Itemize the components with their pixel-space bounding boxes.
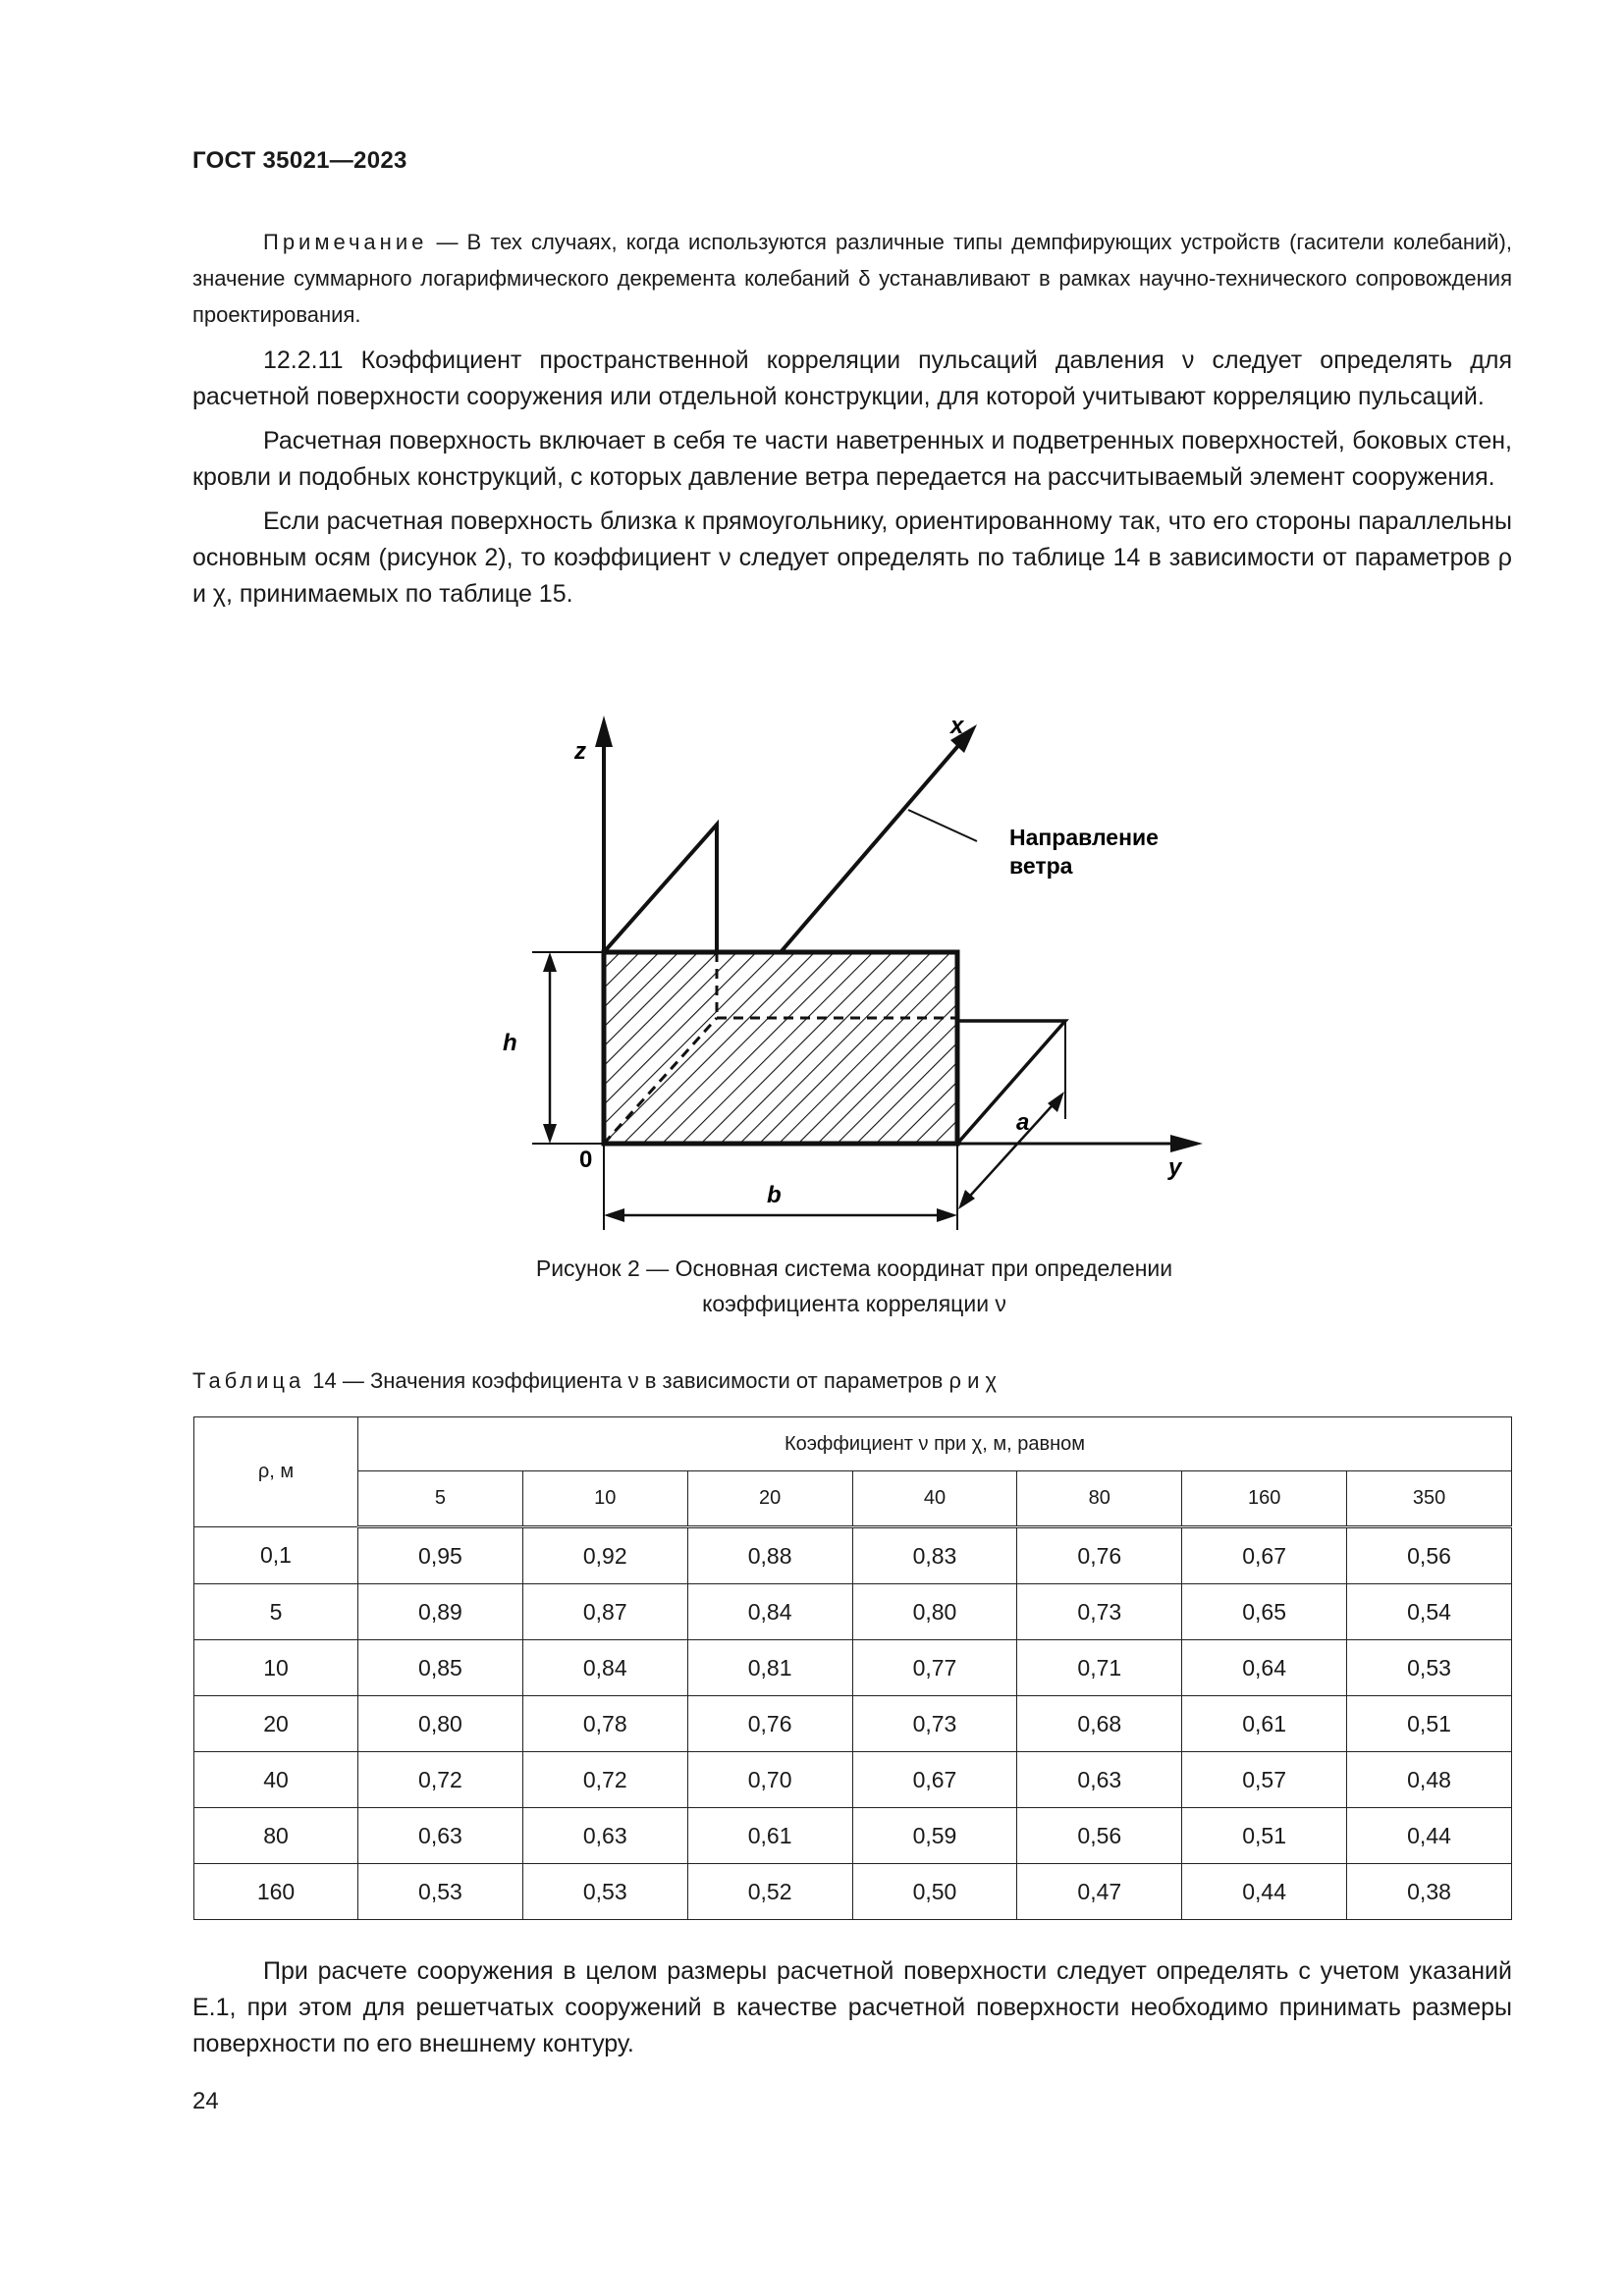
- coefficient-cell: 0,85: [358, 1640, 523, 1696]
- figure-caption-line2: коэффициента корреляции ν: [702, 1291, 1006, 1316]
- rho-cell: 5: [194, 1584, 358, 1640]
- note-text: — В тех случаях, когда используются различные типы демпфирующих устройств (гасители колебаний), значение суммарного логарифмического декремента колебаний δ устанавливают в рамках научно-технического сопровождения проектирования.: [192, 230, 1512, 327]
- body-section: [192, 343, 1512, 613]
- hatched-surface: [604, 952, 957, 1144]
- h-dimension-arrow-top: [543, 952, 557, 972]
- x-axis: [781, 741, 962, 952]
- wind-leader-line: [908, 810, 977, 841]
- closing-section: [192, 1953, 1512, 2062]
- coefficient-cell: 0,47: [1017, 1864, 1182, 1920]
- coefficient-cell: 0,52: [687, 1864, 852, 1920]
- table-row: [194, 1527, 1512, 1584]
- label-b: b: [767, 1182, 782, 1208]
- document-header: ГОСТ 35021—2023: [192, 147, 407, 174]
- table-title: [192, 1368, 997, 1394]
- table-title-lead: Таблица: [192, 1368, 305, 1393]
- a-dimension-line: [962, 1096, 1060, 1204]
- coefficient-cell: 0,78: [522, 1696, 687, 1752]
- h-dimension-arrow-bottom: [543, 1124, 557, 1144]
- correlation-table: [193, 1416, 1512, 1920]
- b-dimension-arrow-right: [937, 1208, 957, 1222]
- coefficient-cell: 0,61: [687, 1808, 852, 1864]
- coefficient-cell: 0,65: [1182, 1584, 1347, 1640]
- coefficient-cell: 0,87: [522, 1584, 687, 1640]
- left-triangle-edge: [604, 825, 717, 952]
- rho-cell: 80: [194, 1808, 358, 1864]
- chi-column-header: 10: [522, 1471, 687, 1527]
- z-axis-arrow: [595, 716, 613, 747]
- label-h: h: [503, 1030, 517, 1056]
- rho-cell: 20: [194, 1696, 358, 1752]
- coefficient-cell: 0,83: [852, 1527, 1017, 1584]
- table-row: [194, 1752, 1512, 1808]
- coefficient-cell: 0,80: [358, 1696, 523, 1752]
- chi-column-header: 350: [1347, 1471, 1512, 1527]
- coefficient-cell: 0,59: [852, 1808, 1017, 1864]
- label-z: z: [574, 738, 586, 765]
- label-a: a: [1016, 1109, 1030, 1136]
- note-paragraph: [192, 224, 1512, 333]
- rho-header: ρ, м: [194, 1417, 358, 1527]
- label-wind-line1: Направление: [1009, 825, 1159, 850]
- figure-caption-line1: Рисунок 2 — Основная система координат при определении: [535, 1255, 1173, 1281]
- coefficient-cell: 0,71: [1017, 1640, 1182, 1696]
- coefficient-cell: 0,50: [852, 1864, 1017, 1920]
- paragraph-surface-definition: Расчетная поверхность включает в себя те части наветренных и подветренных поверхностей, боковых стен, кровли и подобных конструкций, с которых давление ветра передается на рассчитываемый элемент сооружения.: [192, 427, 1512, 491]
- table-row: [194, 1640, 1512, 1696]
- page-number: 24: [192, 2088, 219, 2114]
- coefficient-cell: 0,53: [1347, 1640, 1512, 1696]
- coefficient-cell: 0,44: [1347, 1808, 1512, 1864]
- coefficient-cell: 0,38: [1347, 1864, 1512, 1920]
- rho-cell: 0,1: [194, 1527, 358, 1584]
- chi-column-header: 5: [358, 1471, 523, 1527]
- label-wind-line2: ветра: [1009, 853, 1073, 879]
- label-x: x: [950, 713, 964, 739]
- coefficient-cell: 0,77: [852, 1640, 1017, 1696]
- coefficient-cell: 0,70: [687, 1752, 852, 1808]
- coefficient-cell: 0,73: [1017, 1584, 1182, 1640]
- b-dimension-arrow-left: [604, 1208, 624, 1222]
- coefficient-cell: 0,63: [358, 1808, 523, 1864]
- coefficient-cell: 0,53: [522, 1864, 687, 1920]
- coefficient-cell: 0,80: [852, 1584, 1017, 1640]
- coefficient-cell: 0,84: [522, 1640, 687, 1696]
- chi-column-header: 80: [1017, 1471, 1182, 1527]
- coefficient-cell: 0,51: [1347, 1696, 1512, 1752]
- coefficient-cell: 0,56: [1347, 1527, 1512, 1584]
- coefficient-cell: 0,61: [1182, 1696, 1347, 1752]
- figure-caption: [393, 1251, 1316, 1321]
- coefficient-cell: 0,95: [358, 1527, 523, 1584]
- rho-cell: 160: [194, 1864, 358, 1920]
- label-y: y: [1168, 1154, 1182, 1181]
- coefficient-cell: 0,44: [1182, 1864, 1347, 1920]
- right-triangle-edge: [957, 1021, 1065, 1144]
- rho-cell: 40: [194, 1752, 358, 1808]
- label-zero: 0: [579, 1147, 593, 1173]
- coefficient-cell: 0,76: [687, 1696, 852, 1752]
- y-axis-arrow: [1170, 1135, 1203, 1152]
- coefficient-cell: 0,51: [1182, 1808, 1347, 1864]
- table-row: [194, 1808, 1512, 1864]
- table-title-text: 14 — Значения коэффициента ν в зависимости от параметров ρ и χ: [312, 1368, 998, 1393]
- coefficient-cell: 0,92: [522, 1527, 687, 1584]
- coefficient-cell: 0,84: [687, 1584, 852, 1640]
- chi-column-header: 20: [687, 1471, 852, 1527]
- chi-column-header: 160: [1182, 1471, 1347, 1527]
- coefficient-cell: 0,81: [687, 1640, 852, 1696]
- note-lead: Примечание: [263, 230, 428, 254]
- coefficient-cell: 0,88: [687, 1527, 852, 1584]
- coefficient-cell: 0,57: [1182, 1752, 1347, 1808]
- coefficient-cell: 0,89: [358, 1584, 523, 1640]
- paragraph-rectangle-rule: Если расчетная поверхность близка к прямоугольнику, ориентированному так, что его стороны параллельны основным осям (рисунок 2), то коэффициент ν следует определять по таблице 14 в зависимости от параметров ρ и χ, принимаемых по таблице 15.: [192, 507, 1512, 608]
- figure-coordinate-system: [481, 702, 1227, 1232]
- coefficient-cell: 0,63: [1017, 1752, 1182, 1808]
- coefficient-cell: 0,64: [1182, 1640, 1347, 1696]
- coefficient-cell: 0,54: [1347, 1584, 1512, 1640]
- coefficient-cell: 0,73: [852, 1696, 1017, 1752]
- closing-paragraph: При расчете сооружения в целом размеры расчетной поверхности следует определять с учетом указаний Е.1, при этом для решетчатых сооружений в качестве расчетной поверхности необходимо принимать размеры поверхности по его внешнему контуру.: [192, 1957, 1512, 2057]
- coordinate-diagram: [481, 702, 1227, 1232]
- chi-column-header: 40: [852, 1471, 1017, 1527]
- coefficient-cell: 0,67: [852, 1752, 1017, 1808]
- rho-cell: 10: [194, 1640, 358, 1696]
- coefficient-cell: 0,68: [1017, 1696, 1182, 1752]
- paragraph-12-2-11: 12.2.11 Коэффициент пространственной корреляции пульсаций давления ν следует определять для расчетной поверхности сооружения или отдельной конструкции, для которой учитывают корреляцию пульсаций.: [192, 347, 1512, 410]
- table-row: [194, 1696, 1512, 1752]
- coefficient-group-header: Коэффициент ν при χ, м, равном: [358, 1417, 1512, 1471]
- coefficient-cell: 0,63: [522, 1808, 687, 1864]
- coefficient-cell: 0,72: [358, 1752, 523, 1808]
- coefficient-cell: 0,48: [1347, 1752, 1512, 1808]
- coefficient-cell: 0,72: [522, 1752, 687, 1808]
- table-row: [194, 1864, 1512, 1920]
- table-row: [194, 1584, 1512, 1640]
- coefficient-cell: 0,67: [1182, 1527, 1347, 1584]
- coefficient-cell: 0,76: [1017, 1527, 1182, 1584]
- coefficient-cell: 0,53: [358, 1864, 523, 1920]
- coefficient-cell: 0,56: [1017, 1808, 1182, 1864]
